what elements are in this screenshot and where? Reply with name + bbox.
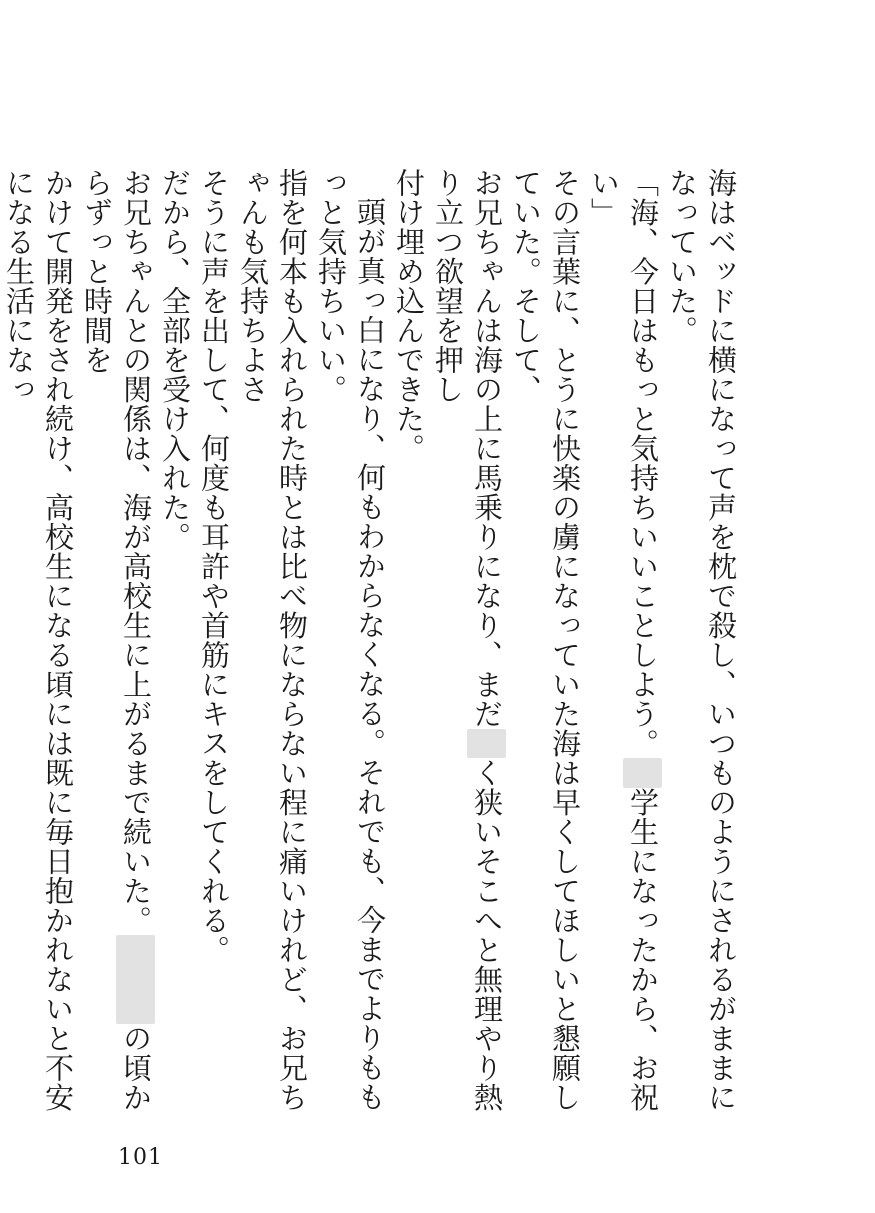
text-segment: かけて開発をされ続け、高校生になる頃には既に毎日抱かれないと不安になる生活になっ [2,168,75,1112]
text-segment: その言葉に、とうに快楽の虜になっていた海は早くしてほしいと懇願していた。そして、 [509,168,582,1112]
vertical-text-body [0,168,740,1128]
text-line [662,168,740,1128]
text-line [584,168,662,1128]
redacted-text [467,729,506,759]
text-line [311,168,389,1128]
redacted-text [623,758,662,788]
redacted-text [116,935,155,1024]
text-segment: 付け埋め込んできた。 [392,168,426,463]
text-segment: そうに声を出して、何度も耳許や首筋にキスをしてくれる。 [197,168,231,965]
text-line [155,168,194,1128]
text-line [389,168,428,1128]
text-line [233,168,311,1128]
text-line [0,168,77,1128]
text-segment: 指を何本も入れられた時とは比べ物にならない程に痛いけれど、お兄ちゃんも気持ちよさ [236,168,309,1112]
text-line [428,168,506,1128]
text-line [506,168,584,1128]
text-line [77,168,155,1128]
text-segment: 「海、今日はもっと気持ちいいことしよう。 [626,168,660,758]
page-number: 101 [118,1145,163,1170]
text-segment: お兄ちゃんとの関係は、海が高校生に上がるまで続いた。 [119,168,153,935]
text-line [194,168,233,1128]
text-segment: く狭いそこへと無理やり熱り立つ欲望を押し [431,168,504,1112]
text-segment: の頃からずっと時間を [80,168,153,1112]
text-segment: 頭が真っ白になり、何もわからなくなる。それでも、今までよりももっと気持ちいい。 [314,168,387,1112]
text-segment: だから、全部を受け入れた。 [158,168,192,552]
text-segment: 学生になったから、お祝い」 [587,168,660,1112]
text-segment: 海はベッドに横になって声を枕で殺し、いつものようにされるがままになっていた。 [665,168,738,1112]
text-segment: お兄ちゃんは海の上に馬乗りになり、まだ [470,168,504,729]
